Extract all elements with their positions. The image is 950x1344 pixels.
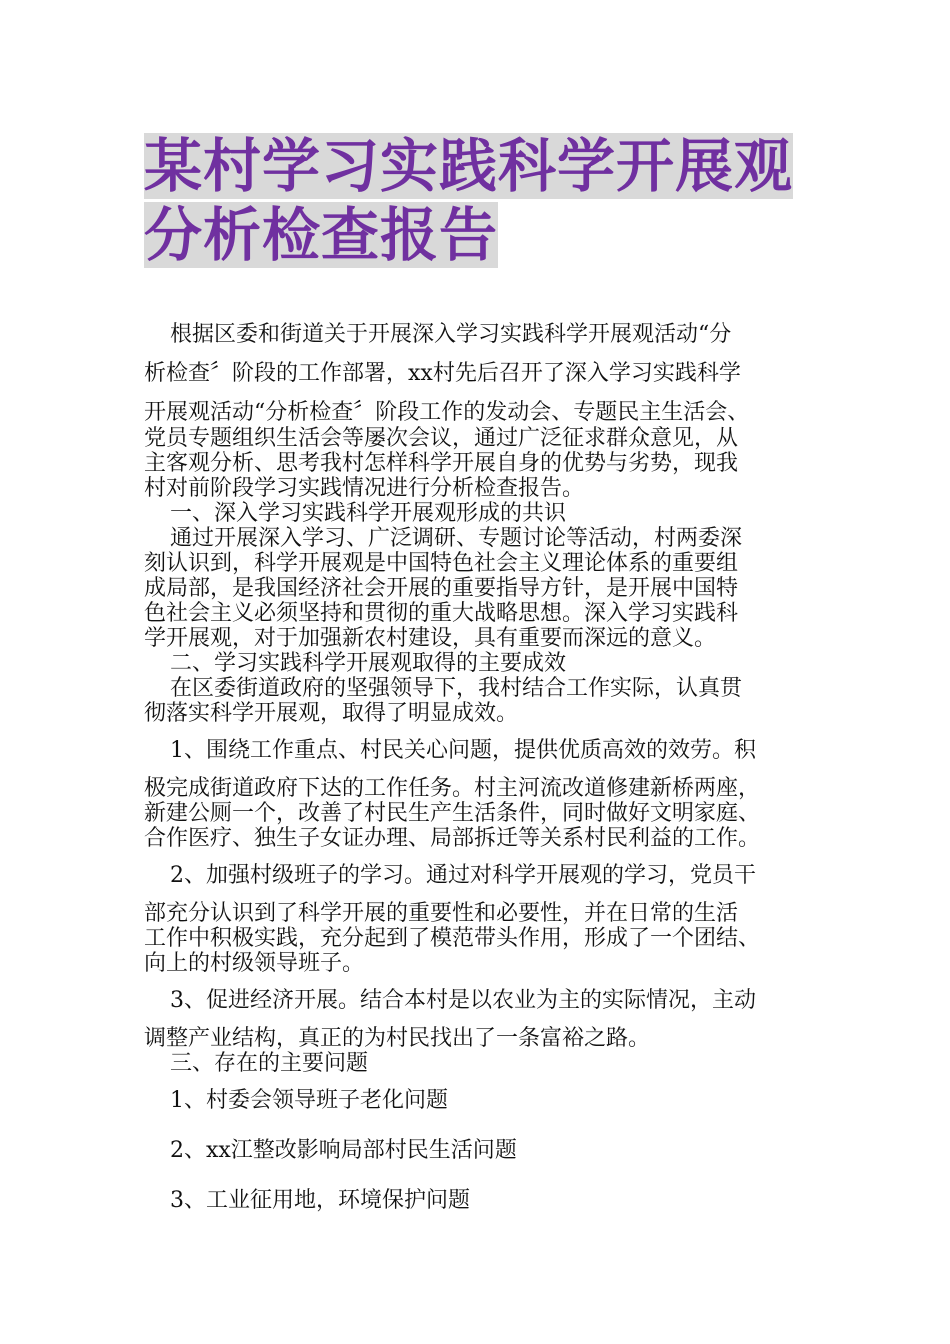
- section-heading: 一、深入学习实践科学开展观形成的共识: [170, 501, 567, 526]
- body-line: 析检查〞阶段的工作部署，xx村先后召开了深入学习实践科学: [144, 361, 741, 386]
- body-line: 成局部，是我国经济社会开展的重要指导方针，是开展中国特: [144, 576, 739, 601]
- body-line: 新建公厕一个，改善了村民生产生活条件，同时做好文明家庭、: [144, 801, 761, 826]
- list-item: 2、xx江整改影响局部村民生活问题: [170, 1138, 517, 1163]
- section-heading: 三、存在的主要问题: [170, 1051, 369, 1076]
- body-line: 色社会主义必须坚持和贯彻的重大战略思想。深入学习实践科: [144, 601, 739, 626]
- body-line: 2、加强村级班子的学习。通过对科学开展观的学习，党员干: [170, 863, 756, 888]
- list-item: 3、工业征用地，环境保护问题: [170, 1188, 470, 1213]
- body-line: 学开展观，对于加强新农村建设，具有重要而深远的意义。: [144, 626, 717, 651]
- body-line: 1、围绕工作重点、村民关心问题，提供优质高效的效劳。积: [170, 738, 756, 763]
- body-line: 刻认识到，科学开展观是中国特色社会主义理论体系的重要组: [144, 551, 739, 576]
- body-line: 村对前阶段学习实践情况进行分析检查报告。: [144, 476, 585, 501]
- body-line: 在区委街道政府的坚强领导下，我村结合工作实际，认真贯: [170, 676, 743, 701]
- body-line: 通过开展深入学习、广泛调研、专题讨论等活动，村两委深: [170, 526, 743, 551]
- body-line: 主客观分析、思考我村怎样科学开展自身的优势与劣势，现我: [144, 451, 739, 476]
- document-title-line-2: 分析检查报告: [144, 201, 499, 269]
- body-line: 根据区委和街道关于开展深入学习实践科学开展观活动“分: [170, 322, 732, 347]
- body-line: 极完成街道政府下达的工作任务。村主河流改道修建新桥两座，: [144, 776, 761, 801]
- body-line: 3、促进经济开展。结合本村是以农业为主的实际情况，主动: [170, 988, 756, 1013]
- list-item: 1、村委会领导班子老化问题: [170, 1088, 448, 1113]
- body-line: 工作中积极实践，充分起到了模范带头作用，形成了一个团结、: [144, 926, 761, 951]
- body-line: 开展观活动“分析检查〞阶段工作的发动会、专题民主生活会、: [144, 400, 750, 425]
- body-line: 党员专题组织生活会等屡次会议，通过广泛征求群众意见，从: [144, 426, 739, 451]
- body-line: 向上的村级领导班子。: [144, 951, 365, 976]
- document-title-line-1: 某村学习实践科学开展观: [144, 132, 794, 200]
- body-line: 彻落实科学开展观，取得了明显成效。: [144, 701, 519, 726]
- body-line: 部充分认识到了科学开展的重要性和必要性，并在日常的生活: [144, 901, 739, 926]
- body-line: 调整产业结构，真正的为村民找出了一条富裕之路。: [144, 1026, 651, 1051]
- section-heading: 二、学习实践科学开展观取得的主要成效: [170, 651, 567, 676]
- body-line: 合作医疗、独生子女证办理、局部拆迁等关系村民利益的工作。: [144, 826, 761, 851]
